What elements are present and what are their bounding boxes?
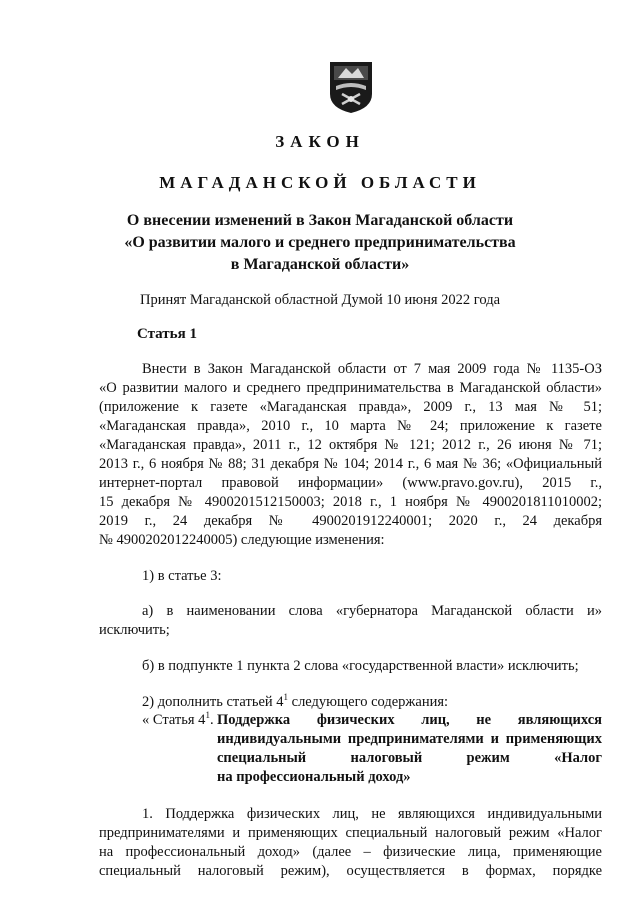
paragraph-line: 2019 г., 24 декабря № 4900201912240001; 2020 г., 24 декабря <box>99 513 602 529</box>
new-article-title-line: на профессиональный доход» <box>217 769 411 785</box>
list-item: а) в наименовании слова «губернатора Магаданской области и» <box>142 603 602 619</box>
paragraph-line: № 4900202012240005) следующие изменения: <box>99 532 385 548</box>
paragraph-line: предпринимателями и применяющих специальный налоговый режим «Налог <box>99 825 602 841</box>
new-article-title-line: специальный налоговый режим «Налог <box>217 750 602 766</box>
paragraph-line: «Магаданская правда», 2011 г., 12 октября № 121; 2012 г., 26 июня № 71; <box>99 437 602 453</box>
paragraph-line: Внести в Закон Магаданской области от 7 мая 2009 года № 1135-ОЗ <box>142 361 602 377</box>
law-subtitle-line: О внесении изменений в Закон Магаданской области <box>126 212 514 229</box>
list-item: 2) дополнить статьей $4^1$ следующего содержания: <box>142 692 449 710</box>
new-article-label: « Статья $4^1$. <box>142 710 214 728</box>
paragraph-line: на профессиональный доход» (далее – физические лица, применяющие <box>99 844 602 860</box>
adoption-note: Принят Магаданской областной Думой 10 июня 2022 года <box>139 292 501 308</box>
paragraph-line: 2013 г., 6 ноября № 88; 31 декабря № 104; 2014 г., 6 мая № 36; «Официальный <box>99 456 602 472</box>
coat-of-arms-emblem <box>328 60 374 114</box>
paragraph-line: специальный налоговый режим), осуществляется в формах, порядке <box>99 863 602 879</box>
law-subtitle-line: «О развитии малого и среднего предпринимательства <box>124 234 516 251</box>
document-type-title: ЗАКОН <box>275 132 365 151</box>
paragraph-line: интернет-портал правовой информации» (www.pravo.gov.ru), 2015 г., <box>99 475 602 491</box>
paragraph-line: 15 декабря № 4900201512150003; 2018 г., 1 ноября № 4900201811010002; <box>99 494 602 510</box>
paragraph-line: «Магаданская правда», 2010 г., 10 марта № 24; приложение к газете <box>99 418 602 434</box>
new-article-title-line: Поддержка физических лиц, не являющихся <box>217 712 602 728</box>
new-article-title-line: индивидуальными предпринимателями и применяющих <box>217 731 602 747</box>
paragraph-line: (приложение к газете «Магаданская правда», 2009 г., 13 мая № 51; <box>99 399 602 415</box>
article-heading: Статья 1 <box>137 326 197 342</box>
law-subtitle-line: в Магаданской области» <box>230 256 410 273</box>
paragraph-line: 1. Поддержка физических лиц, не являющихся индивидуальными <box>142 806 602 822</box>
list-item: 1) в статье 3: <box>142 568 222 584</box>
list-item: б) в подпункте 1 пункта 2 слова «государственной власти» исключить; <box>142 658 579 674</box>
region-title: МАГАДАНСКОЙ ОБЛАСТИ <box>159 173 481 192</box>
paragraph-line: «О развитии малого и среднего предпринимательства в Магаданской области» <box>99 380 602 396</box>
list-item: исключить; <box>99 622 170 638</box>
